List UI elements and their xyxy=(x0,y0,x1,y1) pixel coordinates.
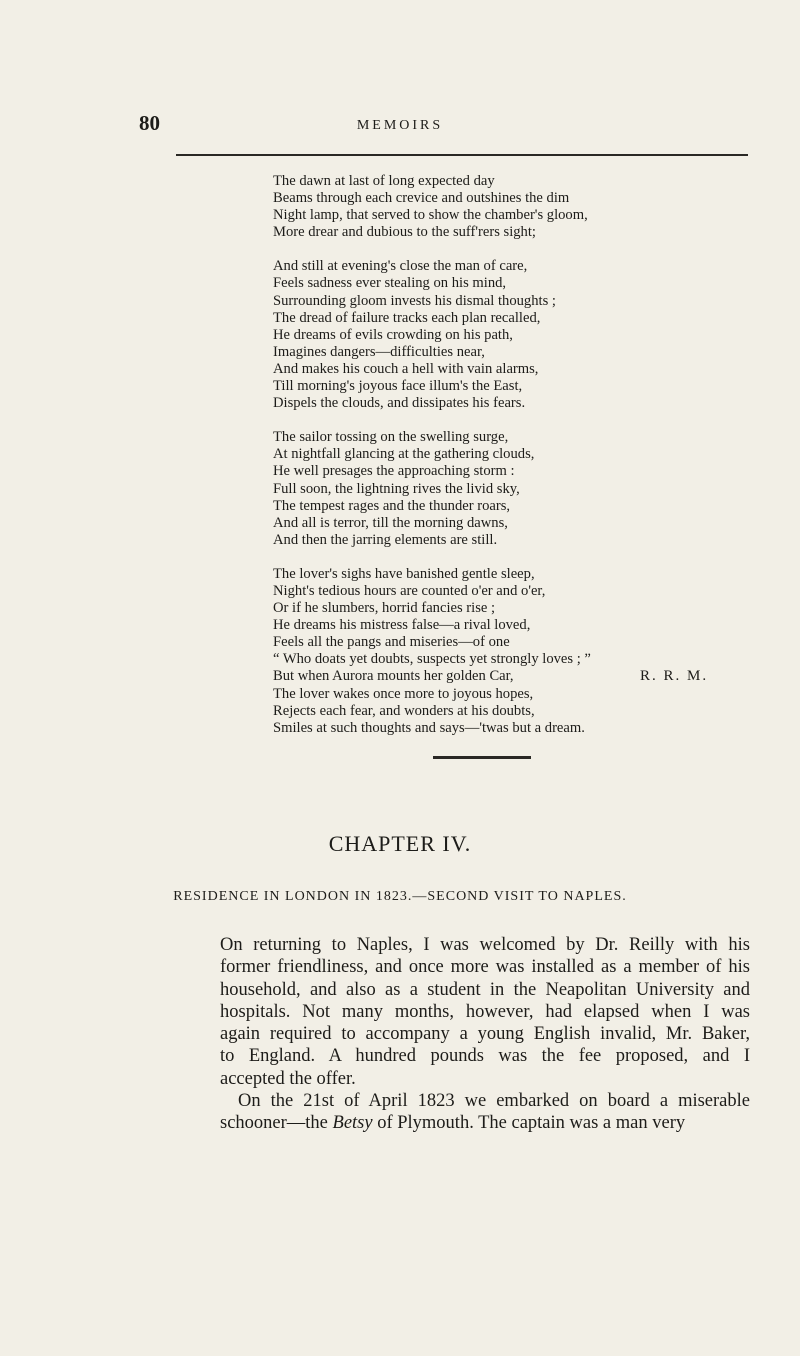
poem-line: Dispels the clouds, and dissipates his fears. xyxy=(273,395,526,412)
poem-line: He dreams of evils crowding on his path, xyxy=(273,326,513,343)
body-line: On returning to Naples, I was welcomed by Dr. Reilly with his xyxy=(220,935,750,955)
poem-stanza xyxy=(273,173,743,241)
poem-line: Surrounding gloom invests his dismal thoughts ; xyxy=(273,292,556,309)
poem-line: The dread of failure tracks each plan recalled, xyxy=(273,309,541,326)
body-line: hospitals. Not many months, however, had elapsed when I was xyxy=(220,1001,750,1022)
poem-line: The dawn at last of long expected day xyxy=(273,173,495,189)
body-line-segment: schooner—the xyxy=(220,1113,333,1134)
poem-line: The lover's sighs have banished gentle sleep, xyxy=(273,565,535,582)
poem-line: Or if he slumbers, horrid fancies rise ; xyxy=(273,600,496,617)
chapter-subtitle: RESIDENCE IN LONDON IN 1823.—SECOND VISIT TO NAPLES. xyxy=(173,889,627,904)
body-line: accepted the offer. xyxy=(220,1068,356,1089)
poem-stanza xyxy=(273,566,743,737)
poem-line: Smiles at such thoughts and says—'twas but a dream. xyxy=(273,719,585,736)
poem-line: Feels all the pangs and miseries—of one xyxy=(273,634,510,651)
poem-line: Till morning's joyous face illum's the East, xyxy=(273,378,523,395)
poem-line: Beams through each crevice and outshines the dim xyxy=(273,190,570,207)
body-line xyxy=(220,1112,750,1134)
poem-line: The sailor tossing on the swelling surge, xyxy=(273,429,509,446)
body-line: to England. A hundred pounds was the fee proposed, and I xyxy=(220,1046,750,1067)
poem-line: Imagines dangers—difficulties near, xyxy=(273,343,485,360)
poem-stanza xyxy=(273,258,743,412)
poem-line: Night lamp, that served to show the chamber's gloom, xyxy=(273,207,588,224)
poem-line: Feels sadness ever stealing on his mind, xyxy=(273,275,507,292)
body-line: On the 21st of April 1823 we embarked on board a miserable xyxy=(238,1091,750,1112)
body-line: former friendliness, and once more was installed as a member of his xyxy=(220,957,750,978)
poem-line: Rejects each fear, and wonders at his doubts, xyxy=(273,702,535,719)
poem-line: And still at evening's close the man of care, xyxy=(273,258,528,275)
page-number: 80 xyxy=(139,111,160,135)
section-divider xyxy=(433,756,531,759)
poem-line: He dreams his mistress false—a rival loved, xyxy=(273,617,531,634)
poem-line: And then the jarring elements are still. xyxy=(273,531,498,548)
poem-line: “ Who doats yet doubts, suspects yet strongly loves ; ” xyxy=(273,651,591,668)
body-line: again required to accompany a young English invalid, Mr. Baker, xyxy=(220,1024,750,1045)
poem-line: The tempest rages and the thunder roars, xyxy=(273,497,511,514)
chapter-title: CHAPTER IV. xyxy=(328,831,472,856)
poem-signature: R. R. M. xyxy=(640,668,709,684)
poem-line: He well presages the approaching storm : xyxy=(273,463,515,480)
poem-line: And makes his couch a hell with vain alarms, xyxy=(273,360,539,377)
body-line-segment: of Plymouth. The captain was a man very xyxy=(372,1113,686,1134)
poem-stanza xyxy=(273,429,743,549)
header-rule xyxy=(176,154,748,156)
poem-line: Night's tedious hours are counted o'er and o'er, xyxy=(273,582,546,599)
body-line: household, and also as a student in the Neapolitan University and xyxy=(220,979,750,1000)
running-head: MEMOIRS xyxy=(356,118,444,133)
poem-line: But when Aurora mounts her golden Car, xyxy=(273,668,514,685)
poem-line: The lover wakes once more to joyous hopes, xyxy=(273,685,534,702)
poem xyxy=(273,173,743,754)
poem-line: Full soon, the lightning rives the livid sky, xyxy=(273,480,520,497)
poem-line: More drear and dubious to the suff'rers sight; xyxy=(273,224,536,241)
poem-line: At nightfall glancing at the gathering clouds, xyxy=(273,446,535,463)
poem-line: And all is terror, till the morning dawns, xyxy=(273,514,508,531)
body-text xyxy=(220,934,750,1135)
ship-name: Betsy xyxy=(332,1113,373,1134)
